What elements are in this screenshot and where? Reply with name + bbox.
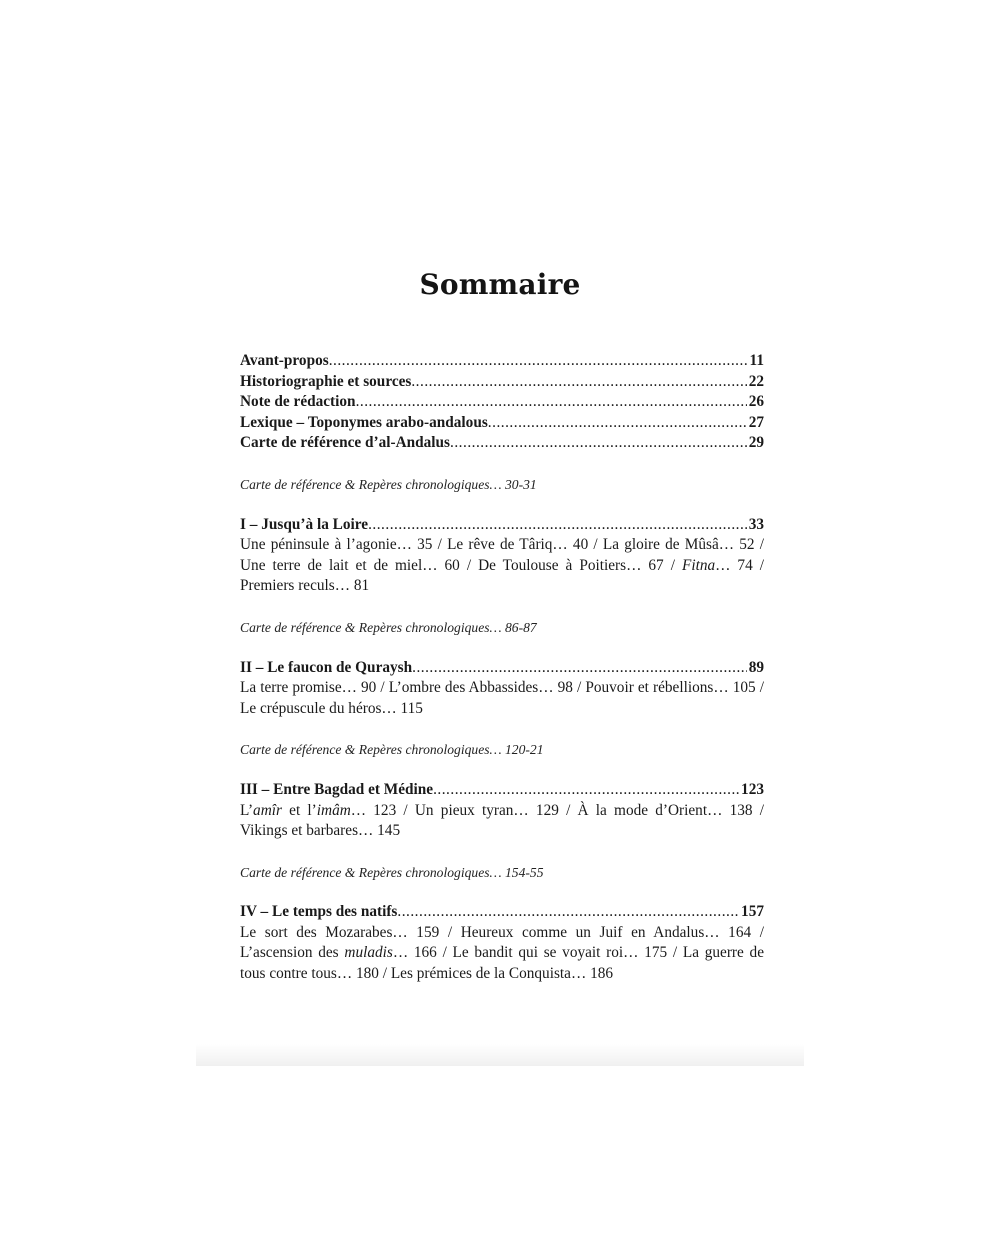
sections-text: et l’ bbox=[281, 801, 317, 819]
toc-entry-page: 27 bbox=[748, 413, 764, 431]
page-title: Sommaire bbox=[419, 268, 581, 301]
sections-text: … 123 / Un pieux tyran… 129 / À la mode d’Orient… 138 / Vikings et barbares… 145 bbox=[240, 801, 764, 840]
chapter-title: III – Entre Bagdad et Médine bbox=[240, 780, 434, 798]
dot-leader bbox=[397, 902, 739, 923]
sections-text: Une péninsule à l’agonie… 35 / Le rêve de Târiq… 40 / La gloire de Mûsâ… 52 / Une terre de lait et de miel… 60 / De Toulouse à Poitiers… 67 / bbox=[240, 536, 764, 574]
dot-leader bbox=[433, 780, 739, 801]
dot-leader bbox=[450, 433, 747, 454]
reference-note: Carte de référence & Repères chronologiques… 154-55 bbox=[240, 864, 544, 880]
dot-leader bbox=[488, 413, 747, 434]
sections-text: … 166 / Le bandit qui se voyait roi… 175 / La guerre de tous contre tous… 180 / Les prémices de la Conquista… 186 bbox=[240, 944, 764, 983]
chapter-page: 33 bbox=[748, 515, 764, 533]
reference-note: Carte de référence & Repères chronologiques… 86-87 bbox=[240, 619, 537, 635]
dot-leader bbox=[356, 392, 747, 413]
toc-entry-label: Lexique – Toponymes arabo-andalous bbox=[240, 413, 488, 431]
toc-entry-avant-propos bbox=[240, 351, 764, 372]
chapter-2-sections bbox=[240, 678, 764, 719]
dot-leader bbox=[412, 658, 747, 679]
toc-entry-page: 26 bbox=[748, 393, 764, 411]
chapter-page: 89 bbox=[748, 658, 764, 676]
sections-italic-term: Fitna bbox=[681, 556, 716, 574]
dot-leader bbox=[411, 372, 746, 393]
reference-note: Carte de référence & Repères chronologiques… 120-21 bbox=[240, 742, 544, 758]
chapter-3-sections bbox=[240, 801, 764, 842]
toc-entry-page: 22 bbox=[748, 372, 764, 390]
sections-text: … 74 / Premiers reculs… 81 bbox=[240, 556, 764, 595]
chapter-page: 123 bbox=[741, 780, 764, 798]
toc-entry-historiographie bbox=[240, 372, 764, 393]
chapter-page: 157 bbox=[741, 903, 764, 921]
table-of-contents bbox=[240, 351, 764, 985]
sections-text: La terre promise… 90 / L’ombre des Abbassides… 98 / Pouvoir et rébellions… 105 / Le crépuscule du héros… 115 bbox=[240, 679, 764, 717]
chapter-title: I – Jusqu’à la Loire bbox=[240, 515, 369, 533]
toc-chapter-4 bbox=[240, 902, 764, 923]
reference-note: Carte de référence & Repères chronologiques… 30-31 bbox=[240, 476, 537, 492]
sections-italic-term: muladis bbox=[344, 944, 393, 962]
sections-italic-term: amîr bbox=[253, 801, 282, 819]
sections-text: L’ bbox=[240, 801, 254, 819]
dot-leader bbox=[329, 351, 748, 372]
toc-chapter-2 bbox=[240, 658, 764, 679]
page-bottom-shadow bbox=[196, 1044, 804, 1066]
toc-chapter-1 bbox=[240, 515, 764, 536]
sections-italic-term: imâm bbox=[316, 801, 351, 819]
chapter-title: IV – Le temps des natifs bbox=[240, 903, 398, 921]
chapter-4-sections bbox=[240, 923, 764, 985]
dot-leader bbox=[368, 515, 747, 536]
toc-entry-label: Note de rédaction bbox=[240, 393, 356, 411]
toc-entry-label: Carte de référence d’al-Andalus bbox=[240, 434, 451, 452]
toc-entry-label: Historiographie et sources bbox=[240, 372, 412, 390]
toc-entry-carte-reference bbox=[240, 433, 764, 454]
sections-text: Le sort des Mozarabes… 159 / Heureux comme un Juif en Andalus… 164 / L’ascension des bbox=[240, 923, 764, 962]
toc-entry-page: 29 bbox=[748, 434, 764, 452]
toc-chapter-3 bbox=[240, 780, 764, 801]
toc-entry-page: 11 bbox=[749, 352, 764, 369]
toc-entry-lexique bbox=[240, 413, 764, 434]
toc-entry-note-redaction bbox=[240, 392, 764, 413]
toc-entry-label: Avant-propos bbox=[240, 352, 329, 369]
chapter-title: II – Le faucon de Quraysh bbox=[240, 658, 413, 676]
chapter-1-sections bbox=[240, 535, 764, 597]
